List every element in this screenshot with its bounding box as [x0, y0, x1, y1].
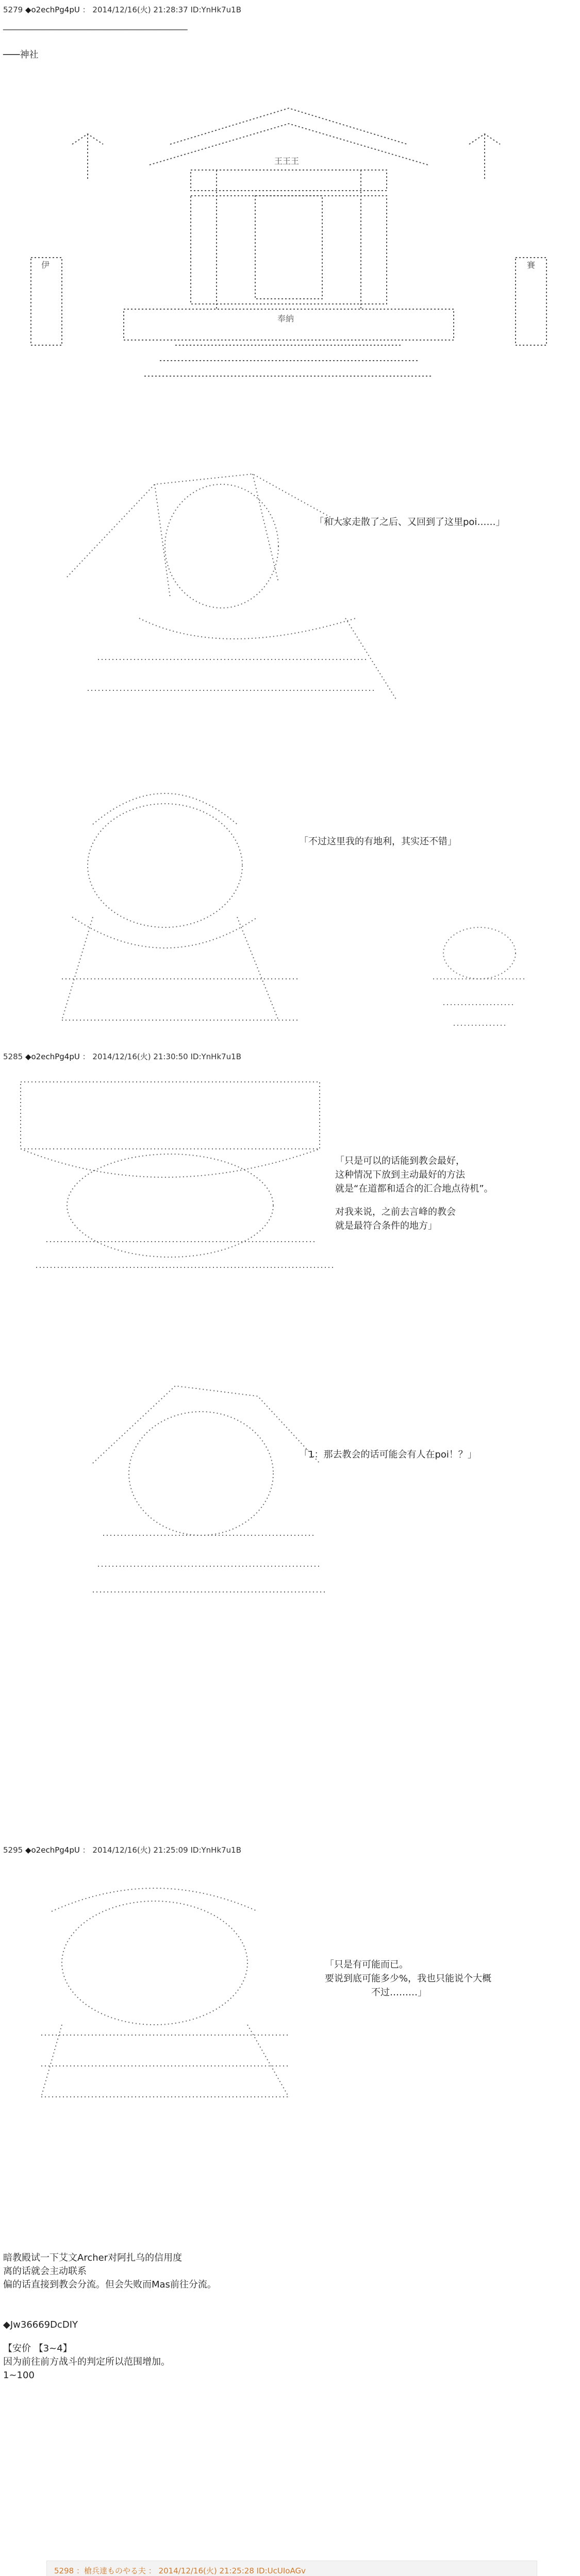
dialogue-line-3e: 就是最符合条件的地方」 [335, 1221, 437, 1231]
narration-line-1: 暗教殿试一下艾文Archer对阿扎乌的信用度 [3, 2252, 183, 2263]
post-meta: 2014/12/16(火) 21:30:50 ID:YnHk7u1B [92, 1052, 242, 1061]
dialogue-line-4: 「1：那去教会的话可能会有人在poi！？」 [299, 1449, 477, 1460]
post-header: 5285 ◆o2echPg4pU ： 2014/12/16(火) 21:30:50 ID:YnHk7u1B [3, 1052, 242, 1061]
top-plaque: 王王王 [274, 156, 300, 166]
dialogue-line-5b: 要说到底可能多少%，我也只能说个大概 [325, 1973, 492, 1984]
dialogue-line-5a: 「只是有可能而已。 [325, 1959, 408, 1970]
post-number: 5279 [3, 5, 23, 14]
scene-rule: ───────────────────────────────── [3, 25, 188, 36]
vote-author[interactable]: ◆Jw36669DcDIY [3, 2319, 78, 2330]
shrine-art [21, 103, 557, 433]
vote-range: 1~100 [3, 2370, 35, 2381]
poster-name[interactable]: ◆o2echPg4pU [25, 1052, 80, 1061]
dialogue-line-3d: 对我来说，之前去言峰的教会 [335, 1207, 456, 1217]
character-art-4 [72, 1381, 340, 1597]
post-number: 5295 [3, 1845, 23, 1855]
dialogue-line-5c: 不过………」 [371, 1987, 427, 1998]
vote-question: 因为前往前方战斗的判定所以范围增加。 [3, 2357, 170, 2368]
lantern-right-sign: 賽 [527, 260, 536, 270]
vote-block [3, 2318, 170, 2382]
scene-location: ───神社 [3, 49, 39, 60]
lantern-left-sign: 伊 [41, 260, 50, 270]
character-art-5 [21, 1870, 309, 2107]
reply-name: ：槍兵達ものやる夫 [76, 2566, 146, 2575]
dialogue-line-3b: 这种情况下放到主动最好的方法 [335, 1170, 465, 1180]
post-meta: 2014/12/16(火) 21:28:37 ID:YnHk7u1B [92, 5, 242, 14]
post-number: 5285 [3, 1052, 23, 1061]
character-art-1 [36, 464, 428, 732]
dialogue-line-3c: 就是“在道都和适合的汇合地点待机”。 [335, 1183, 493, 1194]
post-header: 5295 ◆o2echPg4pU ： 2014/12/16(火) 21:25:09 ID:YnHk7u1B [3, 1845, 242, 1855]
reply-number[interactable]: 5298 [54, 2566, 74, 2575]
dialogue-line-5 [325, 1958, 491, 1999]
dialogue-line-3a: 「只是可以的话能到教会最好， [335, 1156, 465, 1166]
dialogue-line-1: 「和大家走散了之后、又回到了这里poi……」 [314, 517, 505, 528]
donation-box-sign: 奉納 [277, 314, 294, 324]
poster-name[interactable]: ◆o2echPg4pU [25, 1845, 80, 1855]
post-header: 5279 ◆o2echPg4pU ： 2014/12/16(火) 21:28:37 ID:YnHk7u1B [3, 5, 242, 14]
reply-box [46, 2561, 537, 2576]
post-meta: 2014/12/16(火) 21:25:09 ID:YnHk7u1B [92, 1845, 242, 1855]
character-art-3 [5, 1072, 356, 1278]
reply-meta: 2014/12/16(火) 21:25:28 ID:UcUIoAGv [158, 2566, 306, 2575]
character-art-2 [31, 762, 392, 1041]
dialogue-line-2: 「不过这里我的有地利，其实还不错」 [299, 836, 457, 847]
small-character-art [402, 917, 557, 1036]
narration [3, 2251, 217, 2292]
narration-line-2: 离的话就会主动联系 [3, 2266, 87, 2277]
narration-line-3: 偏的话直接到教会分流。但会失败而Mas前往分流。 [3, 2279, 217, 2291]
poster-name[interactable]: ◆o2echPg4pU [25, 5, 80, 14]
dialogue-line-3 [335, 1154, 493, 1233]
reply-header: 5298 ：槍兵達ものやる夫 ： 2014/12/16(火) 21:25:28 ID:UcUIoAGv [54, 2566, 306, 2575]
vote-label: 【安价 【3~4】 [3, 2343, 72, 2354]
